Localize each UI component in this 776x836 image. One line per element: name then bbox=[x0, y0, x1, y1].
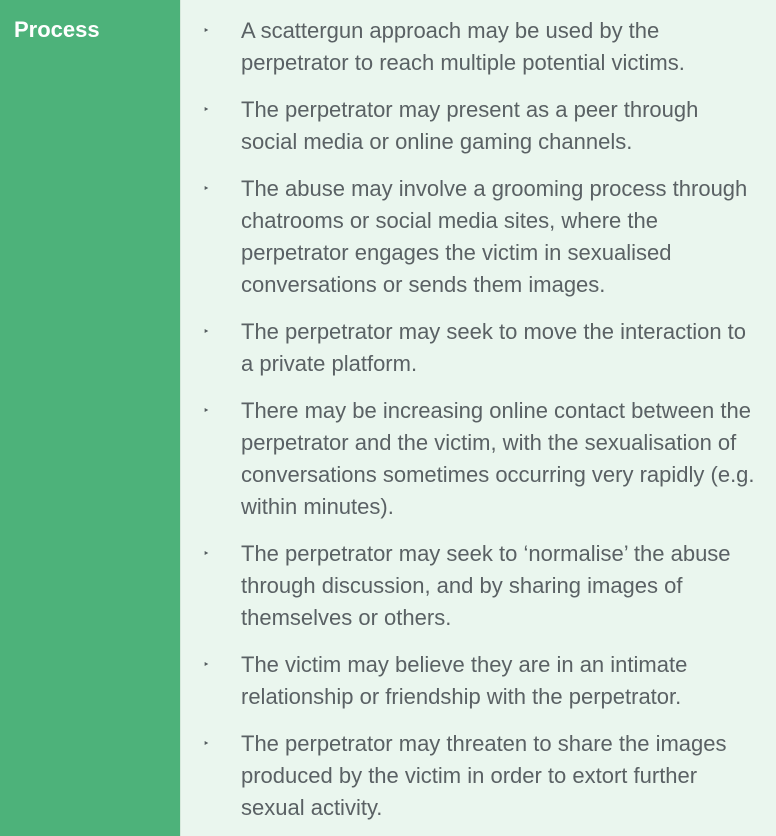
row-label: Process bbox=[14, 17, 100, 42]
bullet-icon: ‣ bbox=[203, 737, 210, 750]
list-item bbox=[203, 728, 758, 824]
bullet-icon: ‣ bbox=[203, 547, 210, 560]
list-item-text: The perpetrator may seek to move the interaction to a private platform. bbox=[241, 319, 747, 376]
list-item-text: The perpetrator may present as a peer through social media or online gaming channels. bbox=[241, 97, 699, 154]
bullet-icon: ‣ bbox=[203, 182, 210, 195]
list-item bbox=[203, 316, 758, 380]
list-item-text: There may be increasing online contact between the perpetrator and the victim, with the sexualisation of conversations sometimes occurring very rapidly (e.g. within minutes). bbox=[241, 398, 755, 519]
list-item-text: A scattergun approach may be used by the perpetrator to reach multiple potential victims. bbox=[241, 18, 685, 75]
list-item-text: The perpetrator may seek to ‘normalise’ the abuse through discussion, and by sharing images of themselves or others. bbox=[241, 541, 731, 630]
list-item bbox=[203, 173, 758, 301]
bullet-icon: ‣ bbox=[203, 103, 210, 116]
list-item bbox=[203, 538, 758, 634]
list-item-text: The victim may believe they are in an intimate relationship or friendship with the perpetrator. bbox=[241, 652, 688, 709]
bullet-icon: ‣ bbox=[203, 325, 210, 338]
list-item bbox=[203, 395, 758, 523]
list-item-text: The abuse may involve a grooming process through chatrooms or social media sites, where the perpetrator engages the victim in sexualised conversations or sends them images. bbox=[241, 176, 748, 297]
bullet-icon: ‣ bbox=[203, 404, 210, 417]
bullet-icon: ‣ bbox=[203, 24, 210, 37]
list-item bbox=[203, 649, 758, 713]
row-header-cell bbox=[0, 0, 180, 836]
list-item bbox=[203, 94, 758, 158]
list-item-text: The perpetrator may threaten to share the images produced by the victim in order to extort further sexual activity. bbox=[241, 731, 727, 820]
bullet-list bbox=[203, 15, 758, 824]
bullet-icon: ‣ bbox=[203, 658, 210, 671]
list-item bbox=[203, 15, 758, 79]
row-content-cell bbox=[180, 0, 776, 836]
